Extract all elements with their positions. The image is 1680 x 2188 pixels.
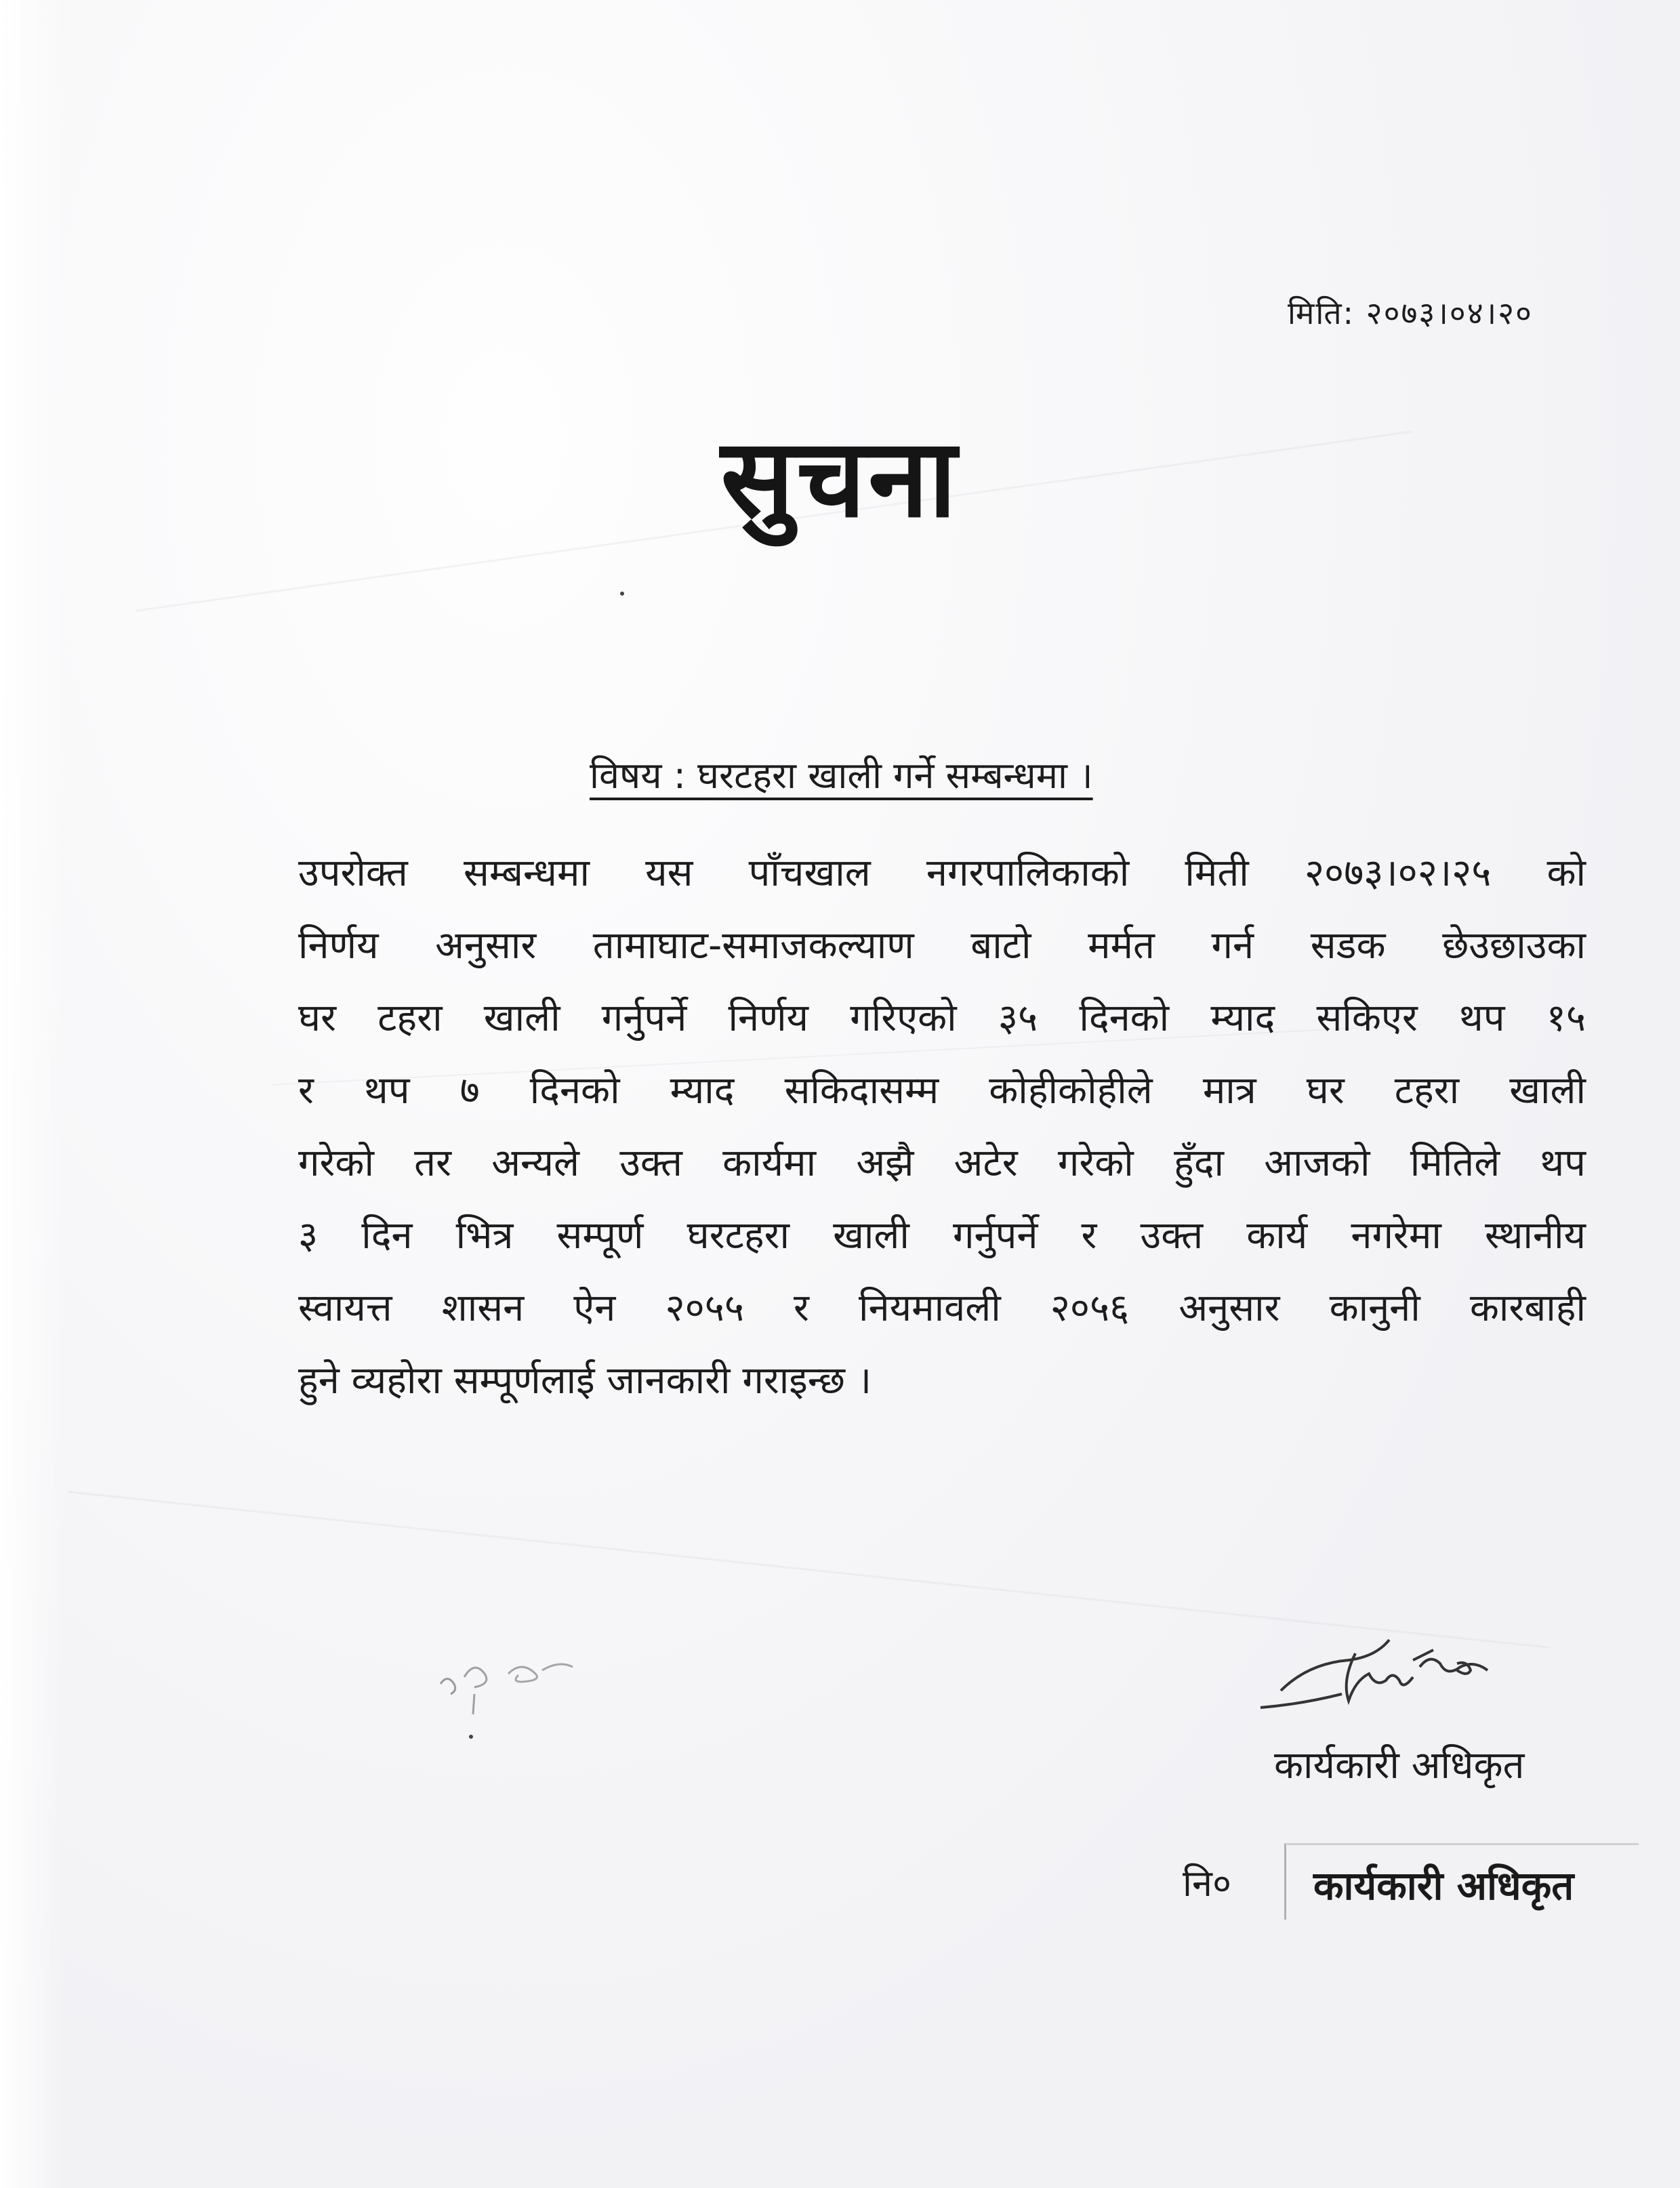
notice-title: सुचना <box>720 415 960 541</box>
notice-date: मिति: २०७३।०४।२० <box>1288 295 1533 331</box>
body-line: उपरोक्त सम्बन्धमा यस पाँचखाल नगरपालिकाको मिती २०७३।०२।२५ को <box>298 851 1586 895</box>
stamp-prefix: नि० <box>1183 1862 1232 1905</box>
body-line: र थप ७ दिनको म्याद सकिदासम्म कोहीकोहीले मात्र घर टहरा खाली <box>298 1069 1586 1113</box>
body-line: स्वायत्त शासन ऐन २०५५ र नियमावली २०५६ अनुसार कानुनी कारबाही <box>298 1286 1586 1330</box>
handwritten-initials <box>427 1636 590 1718</box>
ink-speck <box>620 592 624 596</box>
paper-crease <box>68 1491 1551 1649</box>
body-line: ३ दिन भित्र सम्पूर्ण घरटहरा खाली गर्नुपर्ने र उक्त कार्य नगरेमा स्थानीय <box>298 1214 1586 1258</box>
officer-title: कार्यकारी अधिकृत <box>1274 1743 1525 1788</box>
paper-left-edge <box>0 0 64 2188</box>
body-line: निर्णय अनुसार तामाघाट-समाजकल्याण बाटो मर्मत गर्न सडक छेउछाउका <box>298 924 1586 968</box>
notice-body <box>298 837 1586 1417</box>
notice-subject: विषय : घरटहरा खाली गर्ने सम्बन्धमा । <box>590 754 1093 797</box>
officer-signature <box>1254 1626 1511 1728</box>
body-line: हुने व्यहोरा सम्पूर्णलाई जानकारी गराइन्छ । <box>298 1359 872 1403</box>
stamp-text: कार्यकारी अधिकृत <box>1313 1863 1574 1909</box>
body-line: घर टहरा खाली गर्नुपर्ने निर्णय गरिएको ३५ दिनको म्याद सकिएर थप १५ <box>298 996 1586 1040</box>
officer-stamp <box>1284 1843 1639 1920</box>
ink-speck <box>469 1735 473 1739</box>
body-line: गरेको तर अन्यले उक्त कार्यमा अझै अटेर गरेको हुँदा आजको मितिले थप <box>298 1141 1586 1185</box>
